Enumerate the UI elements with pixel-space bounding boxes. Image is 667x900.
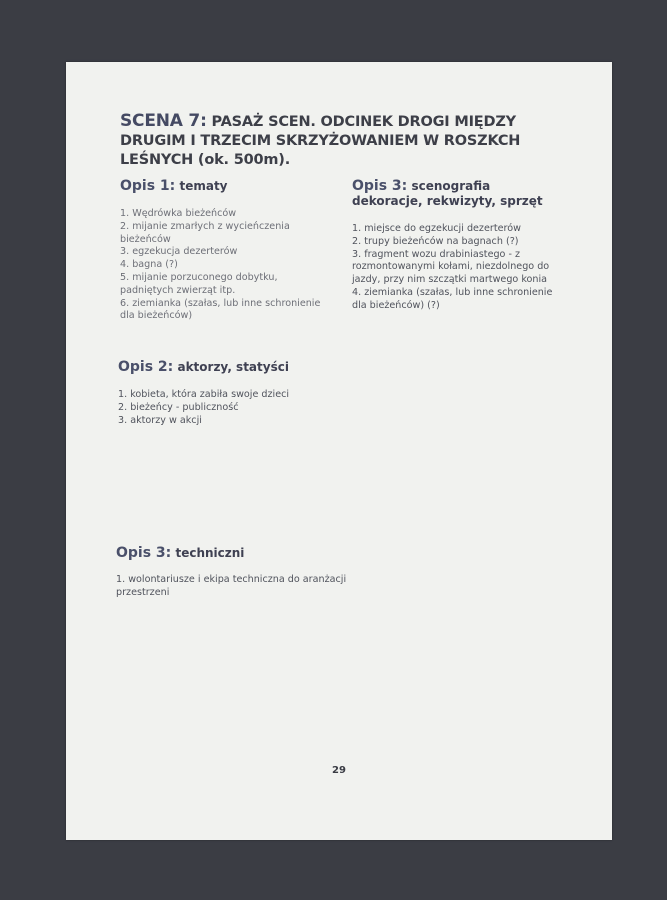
- opis2-label: Opis 2:: [118, 359, 174, 375]
- list-item: 2. mijanie zmarłych z wycieńczenia bieżeńców: [120, 220, 290, 245]
- opis1-list: [120, 208, 325, 323]
- opis2-heading: [118, 360, 323, 375]
- list-item: 1. wolontariusze i ekipa techniczna do aranżacji przestrzeni: [116, 574, 347, 598]
- list-item: 3. aktorzy w akcji: [118, 414, 202, 426]
- list-item: 1. kobieta, która zabiła swoje dzieci: [118, 389, 290, 400]
- list-item: 6. ziemianka (szałas, lub inne schronienie dla bieżeńców): [120, 297, 321, 322]
- opis1-section: [120, 179, 325, 323]
- opis3b-heading: [116, 546, 356, 561]
- list-item: 5. mijanie porzuconego dobytku, padniętych zwierząt itp.: [120, 271, 278, 296]
- opis3b-label: Opis 3:: [116, 545, 172, 561]
- list-item: 1. Wędrówka bieżeńców: [120, 208, 237, 219]
- opis2-list: [118, 389, 323, 427]
- scene-title: [120, 112, 560, 170]
- list-item: 1. miejsce do egzekucji dezerterów: [352, 223, 521, 234]
- list-item: 4. bagna (?): [120, 259, 178, 271]
- opis1-label: Opis 1:: [120, 178, 176, 194]
- opis3b-list: [116, 574, 356, 600]
- opis3-techniczni-section: [116, 546, 356, 600]
- opis1-title: tematy: [179, 179, 228, 193]
- opis2-title: aktorzy, statyści: [177, 360, 289, 374]
- opis3a-title-line2: dekoracje, rekwizyty, sprzęt: [352, 194, 543, 208]
- document-page: [66, 62, 612, 840]
- opis3a-heading: [352, 179, 566, 209]
- list-item: 2. trupy bieżeńców na bagnach (?): [352, 235, 519, 247]
- list-item: 4. ziemianka (szałas, lub inne schronienie dla bieżeńców) (?): [352, 286, 553, 311]
- scene-label: SCENA 7:: [120, 111, 207, 131]
- opis3a-label: Opis 3:: [352, 178, 408, 194]
- page-number: 29: [332, 765, 346, 776]
- opis2-section: [118, 360, 323, 427]
- list-item: 2. bieżeńcy - publiczność: [118, 401, 239, 413]
- opis3a-list: [352, 223, 566, 313]
- opis3a-title-line1: scenografia: [411, 179, 491, 193]
- opis3b-title: techniczni: [175, 546, 245, 560]
- list-item: 3. fragment wozu drabiniastego - z rozmontowanymi kołami, niezdolnego do jazdy, przy nim szczątki martwego konia: [352, 248, 550, 286]
- opis1-heading: [120, 179, 325, 194]
- scene-description: PASAŻ SCEN. ODCINEK DROGI MIĘDZY DRUGIM I TRZECIM SKRZYŻOWANIEM W ROSZKCH LEŚNYCH (ok. 500m).: [120, 114, 521, 168]
- list-item: 3. egzekucja dezerterów: [120, 246, 238, 258]
- opis3-scenografia-section: [352, 179, 566, 313]
